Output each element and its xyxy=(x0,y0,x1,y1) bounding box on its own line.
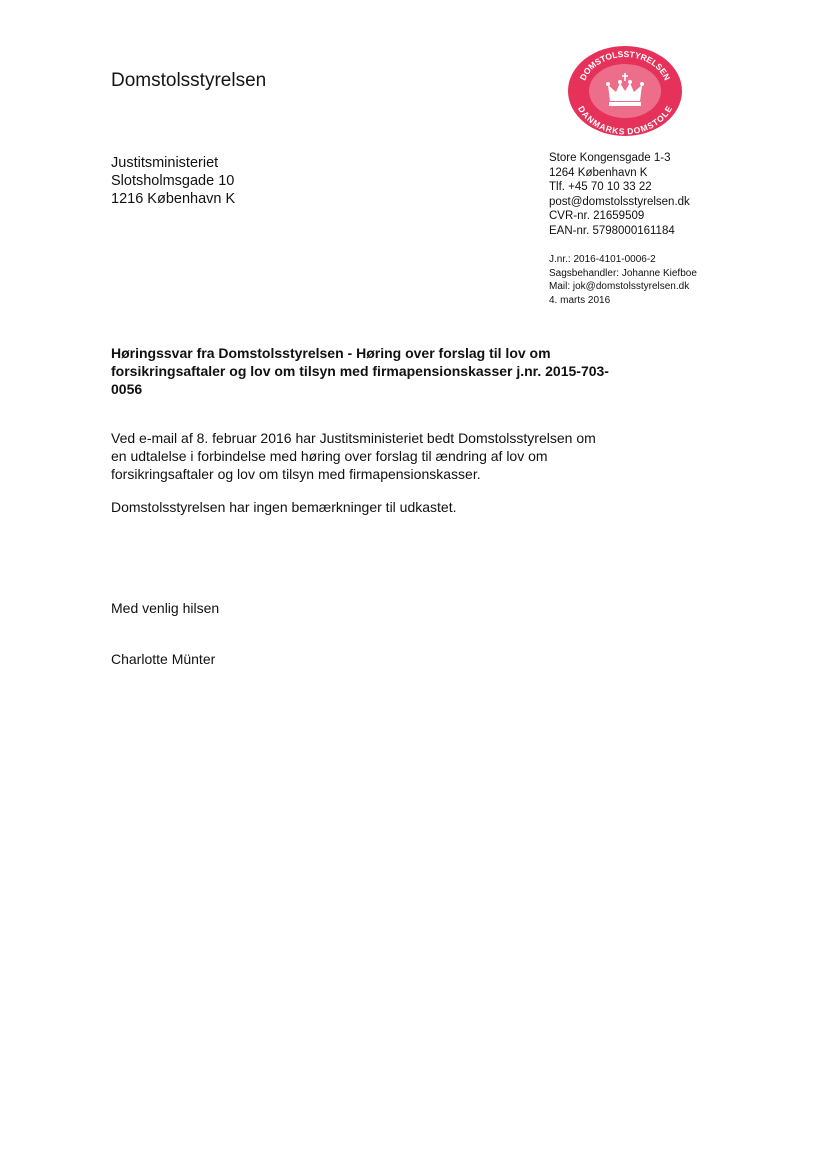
body-paragraph: Ved e-mail af 8. februar 2016 har Justitsministeriet bedt Domstolsstyrelsen om en udtalelse i forbindelse med høring over forslag til ændring af lov om forsikringsaftaler og lov om tilsyn med firmapensionskasser. xyxy=(111,430,596,482)
caseworker: Sagsbehandler: Johanne Kiefboe xyxy=(549,267,697,279)
domstolsstyrelsen-seal-logo xyxy=(566,45,684,137)
logo-text-bottom: DANMARKS DOMSTOLE xyxy=(575,104,675,137)
journal-number: J.nr.: 2016-4101-0006-2 xyxy=(549,254,656,265)
recipient-line: Slotsholmsgade 10 xyxy=(111,173,235,189)
logo-text-top: DOMSTOLSSTYRELSEN xyxy=(577,48,673,82)
closing-greeting: Med venlig hilsen xyxy=(111,600,220,616)
contact-email: post@domstolsstyrelsen.dk xyxy=(549,195,690,208)
contact-line: 1264 København K xyxy=(549,166,648,179)
recipient-address xyxy=(111,154,235,208)
recipient-line: Justitsministeriet xyxy=(111,155,219,171)
sender-name: Domstolsstyrelsen xyxy=(111,70,267,91)
case-meta-block xyxy=(549,253,697,307)
sender-contact-block xyxy=(549,151,690,238)
caseworker-mail: Mail: jok@domstolsstyrelsen.dk xyxy=(549,281,690,292)
signature-name: Charlotte Münter xyxy=(111,651,216,667)
contact-cvr: CVR-nr. 21659509 xyxy=(549,210,645,222)
letter-subject: Høringssvar fra Domstolsstyrelsen - Høring over forslag til lov om forsikringsaftaler og lov om tilsyn med firmapensionskasser j.nr. 2015-703-0056 xyxy=(111,345,609,397)
letter-date: 4. marts 2016 xyxy=(549,294,611,306)
body-paragraph: Domstolsstyrelsen har ingen bemærkninger til udkastet. xyxy=(111,499,457,515)
contact-phone: Tlf. +45 70 10 33 22 xyxy=(549,181,652,193)
contact-ean: EAN-nr. 5798000161184 xyxy=(549,224,675,237)
contact-line: Store Kongensgade 1-3 xyxy=(549,152,671,164)
recipient-line: 1216 København K xyxy=(111,191,236,207)
